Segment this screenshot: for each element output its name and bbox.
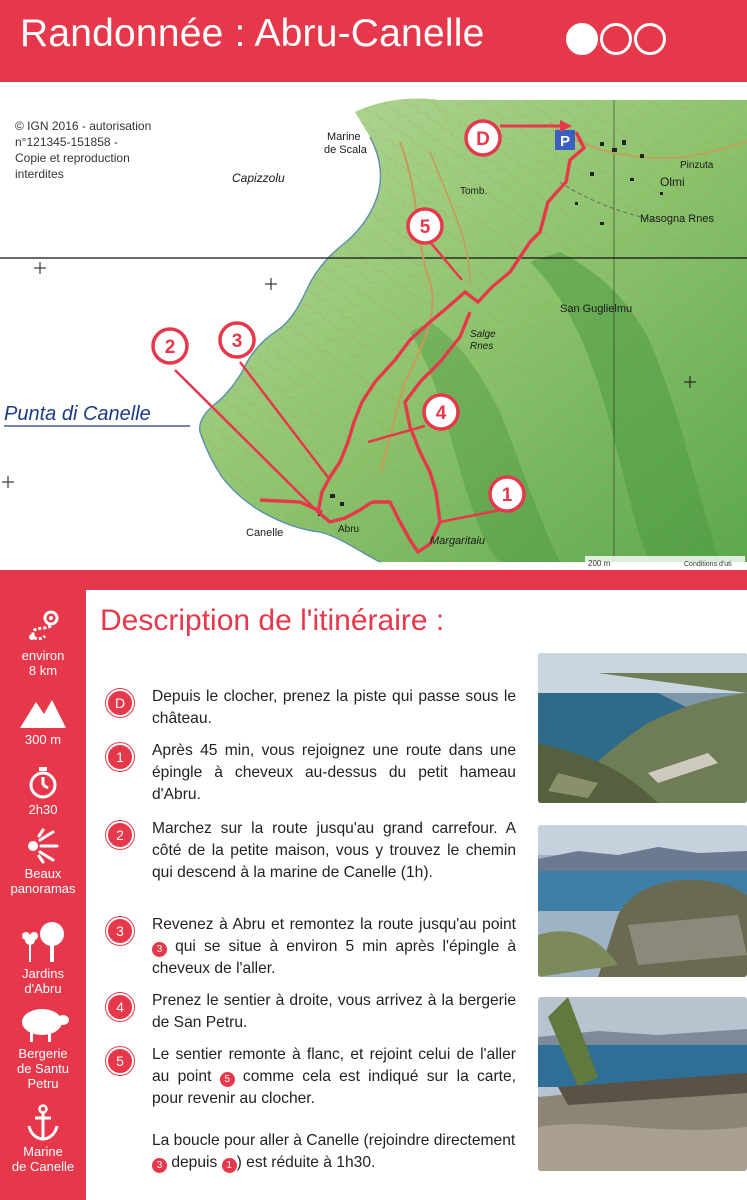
map-label-tomb: Tomb. [460, 186, 488, 197]
loop-note [152, 1130, 516, 1174]
step-text: Depuis le clocher, prenez la piste qui passe sous le château. [152, 688, 516, 727]
step-text: Prenez le sentier à droite, vous arrivez à la bergerie de San Petru. [152, 992, 516, 1031]
elevation-label: 300 m [24, 732, 62, 747]
map-marker-d[interactable] [466, 121, 500, 155]
info-marina [0, 1104, 86, 1174]
step-badge: D [106, 689, 134, 717]
map-marker-4[interactable] [424, 395, 458, 429]
map-marker-1[interactable] [490, 477, 524, 511]
step-badge: 2 [106, 821, 134, 849]
svg-text:1: 1 [501, 485, 513, 506]
info-sheepfold [0, 1006, 86, 1091]
step-text-part: qui se situe à environ 5 min après l'épingle à cheveux de l'aller. [152, 938, 516, 977]
map-label-san-guglielmu: San Guglielmu [560, 303, 633, 315]
panoramas-label: Beaux panoramas [10, 866, 76, 896]
difficulty-dot-filled [566, 23, 598, 55]
map-copyright: © IGN 2016 - autorisation n°121345-151858 - Copie et reproduction interdites [15, 119, 152, 181]
step-text-part: Le sentier remonte à flanc, et rejoint celui de l'aller au point [152, 1046, 516, 1085]
inline-point-badge: 3 [152, 942, 167, 957]
gardens-label: Jardins d'Abru [22, 966, 64, 996]
inline-point-badge: 5 [220, 1072, 235, 1087]
itinerary-panel [86, 590, 747, 1200]
duration-label: 2h30 [28, 802, 58, 817]
info-panoramas [0, 828, 86, 896]
map-label-pinzuta: Pinzuta [680, 160, 714, 171]
map-label-marine-scala: Marine [327, 131, 361, 143]
map-label-margaritaiu: Margaritaiu [430, 535, 486, 547]
photo-marina [538, 997, 747, 1171]
difficulty-dot-empty [600, 23, 632, 55]
step-text: Après 45 min, vous rejoignez une route dans une épingle à cheveux au-dessus du petit hameau d'Abru. [152, 742, 516, 803]
map-marker-2[interactable] [153, 329, 187, 363]
map-marker-3[interactable] [220, 323, 254, 357]
map-label-punta: Punta di Canelle [4, 403, 151, 425]
step-badge: 3 [106, 917, 134, 945]
difficulty-dot-empty [634, 23, 666, 55]
sheep-icon [16, 1006, 70, 1044]
map-label-marine-scala-2: de Scala [324, 144, 367, 156]
map-label-salge-2: Rnes [470, 341, 494, 352]
itinerary-section [0, 570, 747, 1200]
map-label-canelle: Canelle [246, 527, 284, 539]
inline-point-badge: 1 [222, 1158, 237, 1173]
photo-coastal-path [538, 653, 747, 803]
page-title: Randonnée : Abru-Canelle [20, 12, 485, 55]
step-badge: 4 [106, 993, 134, 1021]
parking-icon: P [560, 133, 571, 150]
info-elevation [0, 694, 86, 747]
map-label-abru: Abru [338, 524, 360, 535]
map-label-olmi: Olmi [660, 175, 685, 189]
svg-text:D: D [476, 129, 490, 150]
panorama-icon [25, 828, 61, 864]
map-label-salge: Salge [470, 329, 496, 340]
info-distance [0, 606, 86, 678]
trail-map[interactable] [0, 82, 747, 570]
distance-label: environ 8 km [21, 648, 65, 678]
step-badge: 5 [106, 1047, 134, 1075]
info-gardens [0, 920, 86, 996]
note-text-part: La boucle pour aller à Canelle (rejoindre directement [152, 1132, 516, 1149]
step-text-part: comme cela est indiqué sur la carte, pour revenir au clocher. [152, 1068, 516, 1107]
photo-bergerie [538, 825, 747, 977]
step-text [152, 1044, 516, 1110]
svg-text:3: 3 [231, 331, 243, 352]
sheepfold-label: Bergerie de Santu Petru [16, 1046, 70, 1091]
stopwatch-icon [26, 766, 60, 800]
itinerary-title: Description de l'itinéraire : [100, 604, 445, 637]
elevation-icon [18, 694, 68, 730]
svg-text:2: 2 [164, 337, 176, 358]
note-text-part: ) est réduite à 1h30. [236, 1154, 376, 1171]
anchor-icon [25, 1104, 61, 1142]
marina-label: Marine de Canelle [11, 1144, 75, 1174]
info-duration [0, 766, 86, 817]
header-banner [0, 0, 747, 82]
garden-tree-icon [18, 920, 68, 964]
step-text [152, 914, 516, 980]
step-text-part: Revenez à Abru et remontez la route jusqu'au point [152, 916, 516, 933]
inline-point-badge: 3 [152, 1158, 167, 1173]
map-scale: 200 m [588, 559, 611, 568]
svg-text:5: 5 [419, 217, 431, 238]
step-text: Marchez sur la route jusqu'au grand carrefour. A côté de la petite maison, vous y trouvez le chemin qui descend à la marine de Canelle (1h). [152, 820, 516, 881]
map-conditions: Conditions d'uti [684, 561, 732, 568]
note-text-part: depuis [167, 1154, 222, 1171]
route-distance-icon [23, 606, 63, 646]
info-sidebar [0, 570, 86, 1200]
map-label-masogna: Masogna Rnes [640, 213, 714, 225]
map-label-capizzolu: Capizzolu [232, 171, 285, 185]
svg-text:4: 4 [435, 403, 447, 424]
step-badge: 1 [106, 743, 134, 771]
map-marker-5[interactable] [408, 209, 442, 243]
